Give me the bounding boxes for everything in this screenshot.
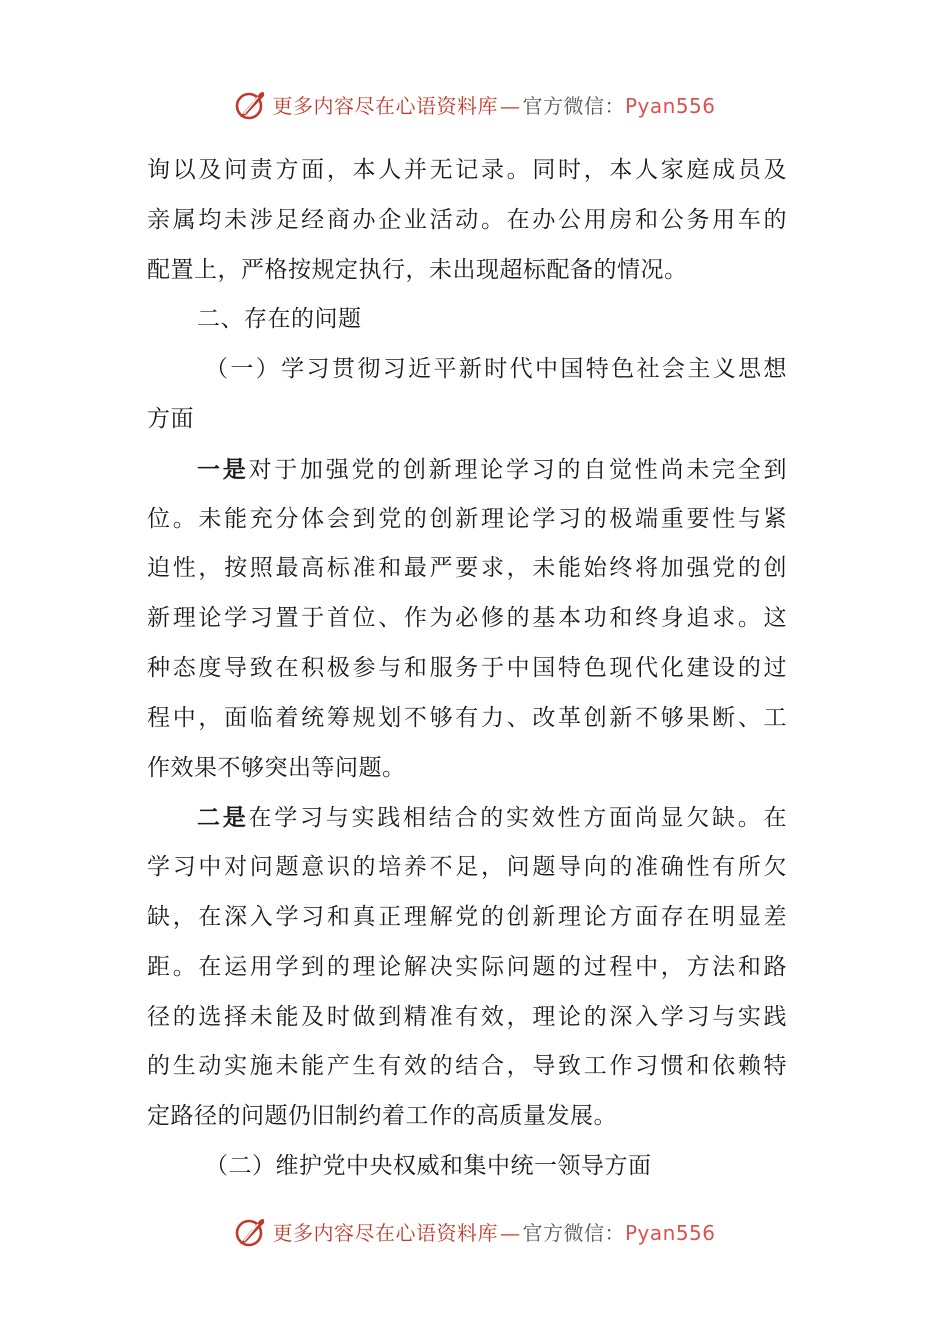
text-line: 距。在运用学到的理论解决实际问题的过程中，方法和路 xyxy=(147,953,787,980)
text-line: 新理论学习置于首位、作为必修的基本功和终身追求。这 xyxy=(147,605,787,632)
text-line: 位。未能充分体会到党的创新理论学习的极端重要性与紧 xyxy=(147,505,787,532)
point-lead: 二是 xyxy=(197,804,249,832)
text-line: 配置上，严格按规定执行，未出现超标配备的情况。 xyxy=(147,256,688,283)
quill-logo-icon xyxy=(234,1214,268,1248)
text-line: 缺，在深入学习和真正理解党的创新理论方面存在明显差 xyxy=(147,903,787,930)
header-banner xyxy=(0,82,950,126)
header-brand-text: 更多内容尽在心语资料库 xyxy=(272,93,498,118)
point-text: 在学习与实践相结合的实效性方面尚显欠缺。在 xyxy=(248,805,787,832)
text-line: 的生动实施未能产生有效的结合，导致工作习惯和依赖特 xyxy=(147,1053,787,1080)
text-line: 程中，面临着统筹规划不够有力、改革创新不够果断、工 xyxy=(147,704,787,731)
text-line: 方面 xyxy=(147,405,194,432)
footer-banner xyxy=(0,1209,950,1253)
text-line: 作效果不够突出等问题。 xyxy=(147,754,406,781)
header-banner-text xyxy=(272,90,715,119)
text-line: 亲属均未涉足经商办企业活动。在办公用房和公务用车的 xyxy=(147,206,787,233)
footer-brand-text: 更多内容尽在心语资料库 xyxy=(272,1220,498,1245)
text-line: 询以及问责方面，本人并无记录。同时，本人家庭成员及 xyxy=(147,157,787,183)
footer-wechat-id: Pyan556 xyxy=(624,1220,716,1245)
text-line: 径的选择未能及时做到精准有效，理论的深入学习与实践 xyxy=(147,1003,787,1030)
paragraph-continuation xyxy=(147,146,787,295)
point-lead: 一是 xyxy=(197,455,249,483)
text-line xyxy=(147,445,787,495)
footer-separator: — xyxy=(499,1220,521,1245)
text-line: （一）学习贯彻习近平新时代中国特色社会主义思想 xyxy=(205,356,787,383)
paragraph-point-two xyxy=(147,793,787,1142)
header-wechat-id: Pyan556 xyxy=(624,93,716,118)
text-line: 定路径的问题仍旧制约着工作的高质量发展。 xyxy=(147,1103,617,1130)
subsection-heading-2: （二）维护党中央权威和集中统一领导方面 xyxy=(205,1152,652,1179)
header-wechat-label: 官方微信： xyxy=(522,93,625,118)
text-line: 学习中对问题意识的培养不足，问题导向的准确性有所欠 xyxy=(147,854,787,881)
footer-wechat-label: 官方微信： xyxy=(522,1220,625,1245)
footer-banner-text xyxy=(272,1217,715,1246)
text-line: 种态度导致在积极参与和服务于中国特色现代化建设的过 xyxy=(147,654,787,681)
header-separator: — xyxy=(499,93,521,118)
document-body xyxy=(147,146,787,1192)
point-text: 对于加强党的创新理论学习的自觉性尚未完全到 xyxy=(248,456,787,483)
text-line: 迫性，按照最高标准和最严要求，未能始终将加强党的创 xyxy=(147,555,787,582)
section-heading: 二、存在的问题 xyxy=(197,306,362,333)
text-line xyxy=(147,793,787,843)
quill-logo-icon xyxy=(234,87,268,121)
paragraph-point-one xyxy=(147,445,787,794)
subsection-heading-1 xyxy=(147,345,787,445)
